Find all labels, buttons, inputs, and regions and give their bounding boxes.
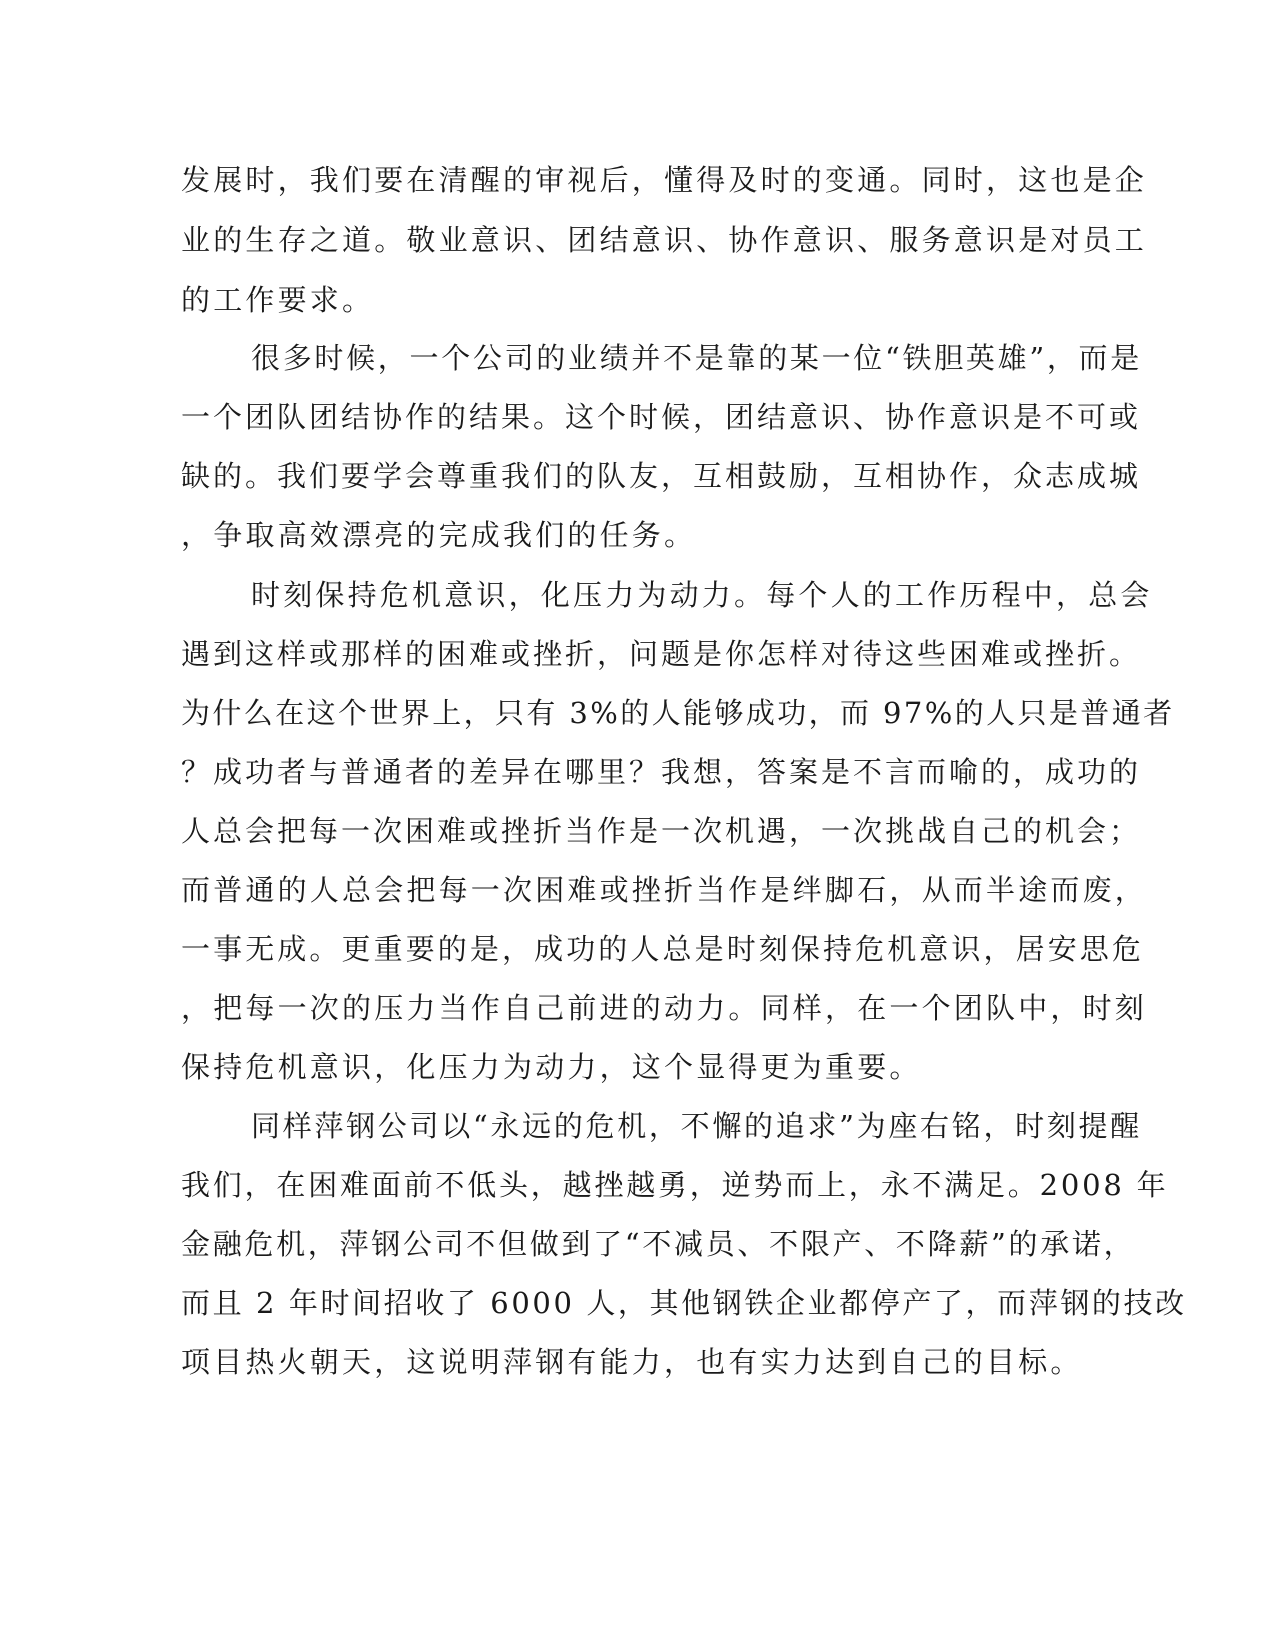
text-line: ，把每一次的压力当作自己前进的动力。同样，在一个团队中，时刻 [181, 991, 1148, 1025]
text-line: 的工作要求。 [181, 283, 375, 317]
text-line: 遇到这样或那样的困难或挫折，问题是你怎样对待这些困难或挫折。 [181, 637, 1142, 671]
text-line: ，争取高效漂亮的完成我们的任务。 [181, 518, 697, 552]
text-line: 保持危机意识，化压力为动力，这个显得更为重要。 [181, 1050, 922, 1084]
paragraph-first-line: 很多时候，一个公司的业绩并不是靠的某一位“铁胆英雄”，而是 [251, 341, 1142, 375]
text-line: 发展时，我们要在清醒的审视后，懂得及时的变通。同时，这也是企 [181, 163, 1148, 197]
paragraph-first-line: 同样萍钢公司以“永远的危机，不懈的追求”为座右铭，时刻提醒 [251, 1109, 1142, 1143]
paragraph-first-line: 时刻保持危机意识，化压力为动力。每个人的工作历程中，总会 [251, 578, 1153, 612]
text-line: 而且 2 年时间招收了 6000 人，其他钢铁企业都停产了，而萍钢的技改 [181, 1286, 1187, 1320]
text-line: 为什么在这个世界上，只有 3%的人能够成功，而 97%的人只是普通者 [181, 696, 1175, 730]
text-line: ？成功者与普通者的差异在哪里？我想，答案是不言而喻的，成功的 [181, 755, 1142, 789]
text-line: 而普通的人总会把每一次困难或挫折当作是绊脚石，从而半途而废， [181, 873, 1148, 907]
text-line: 一个团队团结协作的结果。这个时候，团结意识、协作意识是不可或 [181, 400, 1142, 434]
text-line: 项目热火朝天，这说明萍钢有能力，也有实力达到自己的目标。 [181, 1345, 1083, 1379]
text-line: 一事无成。更重要的是，成功的人总是时刻保持危机意识，居安思危 [181, 932, 1145, 966]
text-line: 金融危机，萍钢公司不但做到了“不减员、不限产、不降薪”的承诺， [181, 1227, 1136, 1261]
text-line: 人总会把每一次困难或挫折当作是一次机遇，一次挑战自己的机会； [181, 814, 1142, 848]
text-line: 缺的。我们要学会尊重我们的队友，互相鼓励，互相协作，众志成城 [181, 459, 1142, 493]
text-line: 业的生存之道。敬业意识、团结意识、协作意识、服务意识是对员工 [181, 223, 1148, 257]
text-line: 我们，在困难面前不低头，越挫越勇，逆势而上，永不满足。2008 年 [181, 1168, 1169, 1202]
